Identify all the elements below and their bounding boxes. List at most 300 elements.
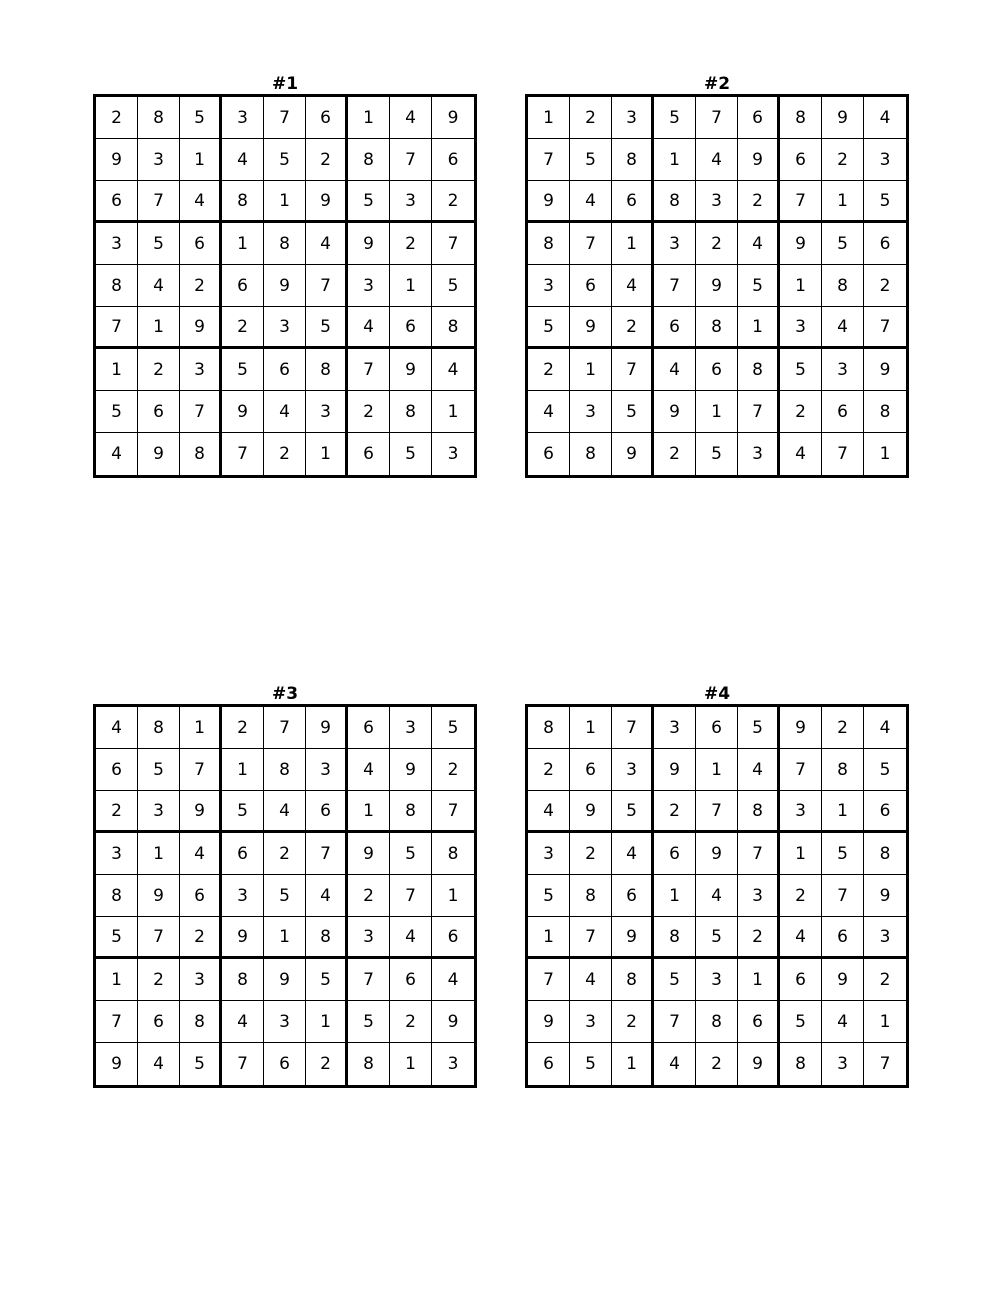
sudoku-cell: 9 [570,791,612,833]
sudoku-cell: 4 [612,265,654,307]
sudoku-cell: 1 [348,97,390,139]
sudoku-cell: 6 [306,791,348,833]
sudoku-cell: 3 [306,749,348,791]
sudoku-grid [93,704,477,1088]
sudoku-cell: 3 [822,1043,864,1085]
sudoku-cell: 6 [348,433,390,475]
sudoku-cell: 2 [138,959,180,1001]
sudoku-cell: 3 [96,223,138,265]
sudoku-cell: 7 [738,833,780,875]
sudoku-cell: 7 [864,307,906,349]
sudoku-cell: 5 [180,1043,222,1085]
sudoku-cell: 9 [822,97,864,139]
sudoku-cell: 9 [306,707,348,749]
sudoku-cell: 3 [570,391,612,433]
sudoku-cell: 3 [222,97,264,139]
sudoku-cell: 2 [864,959,906,1001]
sudoku-cell: 3 [864,917,906,959]
sudoku-cell: 3 [570,1001,612,1043]
sudoku-cell: 7 [780,181,822,223]
sudoku-cell: 1 [138,833,180,875]
sudoku-cell: 2 [696,1043,738,1085]
sudoku-cell: 8 [264,749,306,791]
sudoku-cell: 4 [528,391,570,433]
sudoku-cell: 7 [696,97,738,139]
sudoku-cell: 2 [780,391,822,433]
sudoku-cell: 6 [738,97,780,139]
sudoku-cell: 1 [264,917,306,959]
sudoku-cell: 7 [390,139,432,181]
sudoku-cell: 3 [654,707,696,749]
sudoku-cell: 4 [654,349,696,391]
sudoku-cell: 3 [696,181,738,223]
sudoku-cell: 9 [738,1043,780,1085]
sudoku-cell: 6 [780,139,822,181]
sudoku-cell: 8 [864,833,906,875]
sudoku-cell: 5 [264,139,306,181]
sudoku-cell: 5 [306,959,348,1001]
sudoku-cell: 3 [306,391,348,433]
sudoku-cell: 4 [264,791,306,833]
sudoku-cell: 6 [306,97,348,139]
sudoku-cell: 7 [612,707,654,749]
sudoku-cell: 5 [432,265,474,307]
sudoku-cell: 8 [570,875,612,917]
sudoku-cell: 7 [264,97,306,139]
sudoku-cell: 6 [612,181,654,223]
sudoku-cell: 1 [738,959,780,1001]
puzzle-title: #3 [271,684,299,704]
sudoku-cell: 4 [780,917,822,959]
sudoku-cell: 7 [180,391,222,433]
sudoku-cell: 8 [864,391,906,433]
sudoku-cell: 6 [822,391,864,433]
sudoku-cell: 6 [180,223,222,265]
puzzle-title: #1 [271,74,299,94]
puzzle-4 [523,684,911,1088]
sudoku-cell: 6 [864,791,906,833]
sudoku-cell: 7 [348,959,390,1001]
sudoku-cell: 6 [528,1043,570,1085]
sudoku-cell: 5 [138,749,180,791]
sudoku-cell: 2 [96,791,138,833]
sudoku-cell: 7 [138,181,180,223]
sudoku-cell: 3 [447,1054,459,1074]
sudoku-cell: 8 [306,349,348,391]
sudoku-cell: 7 [180,749,222,791]
sudoku-cell: 7 [612,349,654,391]
sudoku-cell: 7 [570,223,612,265]
sudoku-cell: 5 [96,391,138,433]
sudoku-cell: 4 [864,97,906,139]
sudoku-cell: 6 [96,181,138,223]
sudoku-cell: 8 [264,223,306,265]
sudoku-cell: 8 [222,959,264,1001]
sudoku-cell: 5 [390,433,432,475]
sudoku-cell: 4 [180,181,222,223]
sudoku-cell: 8 [528,223,570,265]
sudoku-cell: 5 [822,833,864,875]
sudoku-cell: 1 [348,791,390,833]
sudoku-cell: 2 [306,1043,348,1085]
sudoku-cell: 6 [696,707,738,749]
sudoku-cell: 8 [138,97,180,139]
sudoku-cell: 1 [570,349,612,391]
sudoku-cell: 6 [222,833,264,875]
sudoku-cell: 7 [822,433,864,475]
sudoku-cell: 6 [696,349,738,391]
sudoku-cell: 2 [222,707,264,749]
sudoku-cell: 2 [570,97,612,139]
sudoku-cell: 9 [780,707,822,749]
puzzle-3 [91,684,479,1088]
sudoku-cell: 1 [180,707,222,749]
sudoku-cell: 4 [570,181,612,223]
sudoku-cell: 4 [390,97,432,139]
sudoku-cell: 3 [390,707,432,749]
sudoku-cell: 2 [432,749,474,791]
sudoku-cell: 6 [432,139,474,181]
sudoku-grid [93,94,477,478]
sudoku-cell: 5 [222,349,264,391]
sudoku-cell: 3 [780,307,822,349]
sudoku-cell: 1 [696,391,738,433]
sudoku-cell: 2 [264,833,306,875]
sudoku-cell: 5 [654,959,696,1001]
sudoku-cell: 1 [612,1043,654,1085]
sudoku-cell: 8 [306,917,348,959]
sudoku-cell: 7 [96,1001,138,1043]
sudoku-cell: 1 [96,349,138,391]
sudoku-cell: 9 [822,959,864,1001]
sudoku-cell: 1 [390,265,432,307]
sudoku-cell: 4 [96,433,138,475]
sudoku-cell: 3 [222,875,264,917]
sudoku-cell: 1 [264,181,306,223]
sudoku-cell: 5 [738,707,780,749]
sudoku-cell: 9 [306,181,348,223]
sudoku-cell: 4 [264,391,306,433]
sudoku-cell: 2 [780,875,822,917]
sudoku-cell: 8 [780,97,822,139]
sudoku-cell: 2 [432,181,474,223]
sudoku-cell: 9 [696,265,738,307]
sudoku-cell: 2 [738,917,780,959]
sudoku-cell: 8 [96,875,138,917]
sudoku-cell: 8 [654,917,696,959]
sudoku-cell: 6 [348,707,390,749]
puzzle-2 [523,74,911,478]
sudoku-cell: 8 [654,181,696,223]
sudoku-cell: 6 [528,433,570,475]
sudoku-cell: 6 [390,307,432,349]
sudoku-cell: 3 [390,181,432,223]
sudoku-grid [525,704,909,1088]
sudoku-cell: 9 [222,917,264,959]
sudoku-cell: 1 [528,917,570,959]
sudoku-cell: 5 [570,139,612,181]
sudoku-cell: 9 [138,433,180,475]
sudoku-cell: 1 [654,875,696,917]
sudoku-cell: 6 [654,833,696,875]
sudoku-cell: 4 [822,307,864,349]
sudoku-cell: 3 [612,97,654,139]
sudoku-cell: 3 [738,433,780,475]
sudoku-cell: 3 [180,959,222,1001]
sudoku-cell: 1 [96,959,138,1001]
sudoku-cell: 9 [432,1001,474,1043]
sudoku-cell: 2 [180,917,222,959]
sudoku-cell: 7 [654,265,696,307]
sudoku-cell: 8 [696,1001,738,1043]
sudoku-cell: 3 [822,349,864,391]
sudoku-cell: 2 [348,875,390,917]
sudoku-cell: 8 [348,1043,390,1085]
sudoku-cell: 3 [654,223,696,265]
sudoku-cell: 3 [96,833,138,875]
sudoku-cell: 4 [612,833,654,875]
sudoku-cell: 6 [822,917,864,959]
sudoku-cell: 6 [180,875,222,917]
sudoku-cell: 8 [696,307,738,349]
puzzle-title: #4 [703,684,731,704]
sudoku-cell: 9 [96,1043,138,1085]
sudoku-cell: 9 [432,97,474,139]
sudoku-cell: 6 [264,1043,306,1085]
sudoku-cell: 2 [222,307,264,349]
sudoku-cell: 6 [264,349,306,391]
sudoku-cell: 5 [180,97,222,139]
sudoku-cell: 7 [570,917,612,959]
sudoku-cell: 6 [96,749,138,791]
sudoku-grid [525,94,909,478]
sudoku-cell: 2 [822,707,864,749]
sudoku-cell: 2 [612,307,654,349]
sudoku-cell: 3 [528,265,570,307]
sudoku-cell: 4 [390,917,432,959]
puzzle-title: #2 [703,74,731,94]
sudoku-cell: 7 [348,349,390,391]
sudoku-cell: 4 [570,959,612,1001]
sudoku-cell: 9 [138,875,180,917]
sudoku-cell: 8 [738,791,780,833]
sudoku-cell: 1 [570,707,612,749]
sudoku-cell: 8 [432,833,474,875]
sudoku-cell: 2 [180,265,222,307]
sudoku-cell: 6 [138,391,180,433]
sudoku-cell: 4 [306,875,348,917]
sudoku-cell: 1 [612,223,654,265]
sudoku-cell: 2 [570,833,612,875]
sudoku-cell: 3 [447,444,459,464]
sudoku-cell: 6 [864,223,906,265]
sudoku-cell: 7 [738,391,780,433]
sudoku-cell: 5 [780,349,822,391]
sudoku-cell: 5 [738,265,780,307]
sudoku-cell: 7 [528,139,570,181]
sudoku-cell: 7 [432,223,474,265]
sudoku-cell: 7 [96,307,138,349]
sudoku-cell: 9 [528,181,570,223]
sudoku-cell: 4 [822,1001,864,1043]
sudoku-cell: 5 [822,223,864,265]
sudoku-cell: 7 [390,875,432,917]
sudoku-cell: 6 [738,1001,780,1043]
sudoku-cell: 4 [348,307,390,349]
sudoku-cell: 9 [864,875,906,917]
sudoku-cell: 6 [780,959,822,1001]
sudoku-cell: 7 [222,433,264,475]
sudoku-cell: 3 [138,139,180,181]
sudoku-cell: 7 [264,707,306,749]
sudoku-cell: 9 [348,223,390,265]
sudoku-cell: 9 [780,223,822,265]
sudoku-cell: 4 [348,749,390,791]
sudoku-cell: 3 [612,749,654,791]
sudoku-cell: 1 [222,223,264,265]
sudoku-cell: 8 [348,139,390,181]
sudoku-cell: 7 [138,917,180,959]
sudoku-cell: 9 [264,265,306,307]
sudoku-cell: 8 [570,433,612,475]
sudoku-cell: 3 [348,265,390,307]
sudoku-cell: 5 [696,917,738,959]
sudoku-cell: 9 [570,307,612,349]
sudoku-cell: 5 [432,707,474,749]
sudoku-cell: 4 [864,707,906,749]
sudoku-cell: 3 [138,791,180,833]
sudoku-cell: 5 [348,1001,390,1043]
sudoku-cell: 8 [390,791,432,833]
sudoku-cell: 3 [348,917,390,959]
sudoku-cell: 7 [306,265,348,307]
sudoku-cell: 6 [222,265,264,307]
sudoku-cell: 8 [390,391,432,433]
sudoku-cell: 6 [612,875,654,917]
sudoku-cell: 1 [780,265,822,307]
sudoku-cell: 1 [822,181,864,223]
sudoku-cell: 5 [612,791,654,833]
sudoku-cell: 1 [390,1043,432,1085]
sudoku-cell: 8 [222,181,264,223]
sudoku-cell: 6 [138,1001,180,1043]
sudoku-cell: 5 [138,223,180,265]
sudoku-cell: 5 [864,749,906,791]
sudoku-cell: 8 [432,307,474,349]
sudoku-cell: 6 [570,749,612,791]
sudoku-cell: 3 [528,833,570,875]
sudoku-cell: 8 [738,349,780,391]
sudoku-cell: 5 [570,1043,612,1085]
sudoku-cell: 7 [528,959,570,1001]
sudoku-cell: 2 [612,1001,654,1043]
sudoku-cell: 9 [348,833,390,875]
sudoku-cell: 4 [432,959,474,1001]
sudoku-cell: 2 [138,349,180,391]
sudoku-cell: 9 [654,749,696,791]
sudoku-cell: 7 [780,749,822,791]
sudoku-cell: 5 [654,97,696,139]
sudoku-cell: 7 [879,1054,891,1074]
sudoku-cell: 9 [390,749,432,791]
sudoku-cell: 7 [306,833,348,875]
sudoku-cell: 7 [696,791,738,833]
sudoku-cell: 8 [180,433,222,475]
sudoku-cell: 4 [96,707,138,749]
sudoku-cell: 1 [432,875,474,917]
sudoku-cell: 6 [390,959,432,1001]
sudoku-cell: 3 [264,307,306,349]
sudoku-cell: 5 [780,1001,822,1043]
sudoku-cell: 9 [264,959,306,1001]
sudoku-cell: 1 [138,307,180,349]
sudoku-cell: 7 [654,1001,696,1043]
sudoku-cell: 2 [864,265,906,307]
sudoku-cell: 1 [780,833,822,875]
sudoku-cell: 3 [738,875,780,917]
sudoku-cell: 1 [864,1001,906,1043]
sudoku-cell: 4 [528,791,570,833]
sudoku-cell: 4 [138,265,180,307]
sudoku-cell: 2 [390,223,432,265]
sudoku-cell: 9 [222,391,264,433]
puzzle-1 [91,74,479,478]
sudoku-cell: 2 [696,223,738,265]
sudoku-cell: 1 [879,444,891,464]
sudoku-cell: 4 [222,139,264,181]
sudoku-cell: 5 [528,875,570,917]
sudoku-cell: 5 [864,181,906,223]
sudoku-cell: 9 [654,391,696,433]
sudoku-cell: 1 [654,139,696,181]
sudoku-cell: 8 [822,749,864,791]
sudoku-cell: 7 [432,791,474,833]
sudoku-cell: 1 [738,307,780,349]
sudoku-cell: 4 [222,1001,264,1043]
sudoku-cell: 5 [306,307,348,349]
sudoku-cell: 8 [96,265,138,307]
sudoku-cell: 3 [696,959,738,1001]
sudoku-cell: 2 [96,97,138,139]
sudoku-cell: 2 [528,349,570,391]
sudoku-cell: 4 [180,833,222,875]
sudoku-cell: 4 [780,433,822,475]
sudoku-cell: 7 [822,875,864,917]
sudoku-cell: 6 [570,265,612,307]
sudoku-cell: 4 [138,1043,180,1085]
sudoku-cell: 8 [528,707,570,749]
sudoku-cell: 6 [432,917,474,959]
sudoku-cell: 2 [654,433,696,475]
sudoku-cell: 9 [180,791,222,833]
sudoku-cell: 5 [696,433,738,475]
sudoku-cell: 9 [528,1001,570,1043]
sudoku-cell: 2 [390,1001,432,1043]
sudoku-cell: 4 [432,349,474,391]
sudoku-cell: 3 [780,791,822,833]
sudoku-cell: 4 [738,223,780,265]
sudoku-cell: 5 [612,391,654,433]
sudoku-cell: 4 [738,749,780,791]
sudoku-cell: 3 [180,349,222,391]
sudoku-cell: 5 [264,875,306,917]
sudoku-cell: 4 [696,139,738,181]
sudoku-cell: 1 [432,391,474,433]
sudoku-cell: 2 [822,139,864,181]
sudoku-cell: 5 [390,833,432,875]
sudoku-cell: 2 [306,139,348,181]
sudoku-cell: 1 [306,1001,348,1043]
